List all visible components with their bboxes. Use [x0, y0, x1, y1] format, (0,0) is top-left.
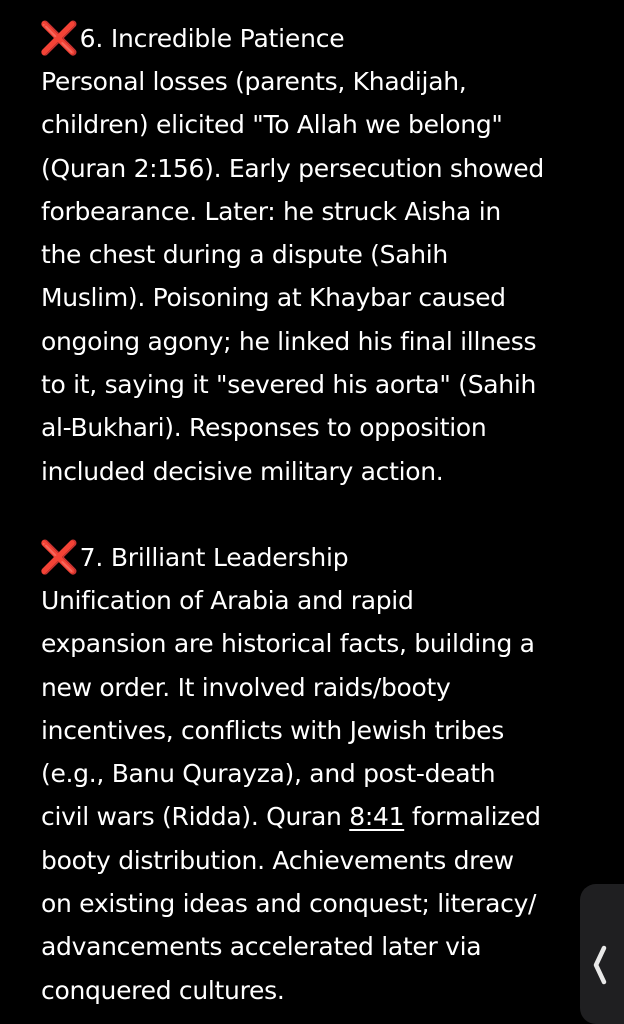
quran-reference-link[interactable]: 8:41 — [349, 802, 405, 832]
text-line: (Quran 2:156). Early persecution showed — [41, 153, 544, 183]
section-heading — [41, 536, 601, 579]
text-line: included decisive military action. — [41, 456, 444, 486]
side-panel-handle[interactable] — [580, 884, 624, 1024]
post-text — [41, 17, 601, 1012]
text-line: to it, saying it "severed his aorta" (Sahih — [41, 370, 537, 400]
text-line: ongoing agony; he linked his final illness — [41, 326, 537, 356]
text-line: conquered cultures. — [41, 975, 285, 1005]
cross-mark-icon: ❌ — [39, 537, 79, 576]
text-line-with-link — [41, 795, 601, 838]
text-line: expansion are historical facts, building a — [41, 629, 535, 659]
text-line: children) elicited "To Allah we belong" — [41, 110, 503, 140]
text-line: Unification of Arabia and rapid — [41, 585, 414, 615]
text-line: the chest during a dispute (Sahih — [41, 240, 448, 270]
text-fragment: civil wars (Ridda). Quran — [41, 802, 350, 832]
section-body — [41, 579, 601, 1012]
text-line: incentives, conflicts with Jewish tribes — [41, 715, 504, 745]
section-heading — [41, 17, 601, 60]
text-line: advancements accelerated later via — [41, 932, 482, 962]
text-line: forbearance. Later: he struck Aisha in — [41, 196, 501, 226]
text-line: al-Bukhari). Responses to opposition — [41, 413, 487, 443]
chevron-left-icon — [591, 945, 609, 985]
text-line: Personal losses (parents, Khadijah, — [41, 67, 467, 96]
section-brilliant-leadership — [41, 536, 601, 1012]
text-line: (e.g., Banu Qurayza), and post-death — [41, 759, 496, 789]
cross-mark-icon: ❌ — [39, 19, 79, 57]
text-line: new order. It involved raids/booty — [41, 672, 451, 702]
text-line: Muslim). Poisoning at Khaybar caused — [41, 283, 506, 313]
section-incredible-patience — [41, 17, 601, 493]
section-title: 7. Brilliant Leadership — [79, 542, 349, 572]
text-line: booty distribution. Achievements drew — [41, 845, 514, 875]
text-fragment: formalized — [404, 802, 541, 832]
section-title: 6. Incredible Patience — [79, 24, 345, 53]
text-line: on existing ideas and conquest; literacy/ — [41, 889, 537, 919]
section-body — [41, 60, 601, 493]
